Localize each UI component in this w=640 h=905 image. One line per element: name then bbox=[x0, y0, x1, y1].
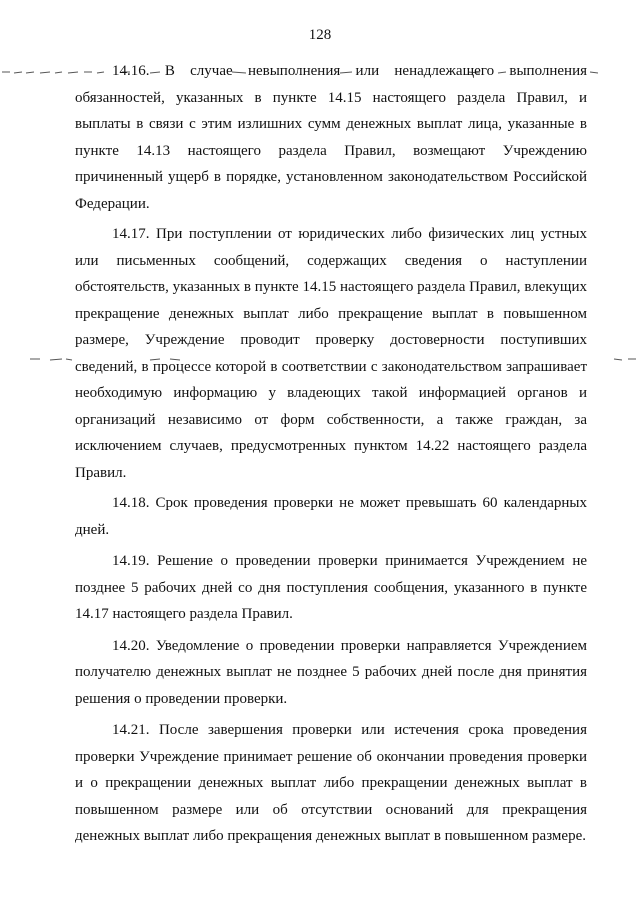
paragraph-14-18: 14.18. Срок проведения проверки не может превышать 60 календарных дней. bbox=[75, 495, 587, 538]
paragraph-14-16: 14.16. В случае невыполнения или ненадлежащего выполнения обязанностей, указанных в пункте 14.15 настоящего раздела Правил, и выплаты в связи с этим излишних сумм денежных выплат лица, указанные в пункте 14.13 настоящего раздела Правил, возмещают Учреждению причиненный ущерб в порядке, установленном законодательством Российской Федерации. bbox=[75, 63, 587, 212]
paragraph-14-17: 14.17. При поступлении от юридических либо физических лиц устных или письменных сообщений, содержащих сведения о наступлении обстоятельств, указанных в пункте 14.15 настоящего раздела Правил, влекущих прекращение денежных выплат либо прекращение выплат в повышенном размере, Учреждение проводит проверку достоверности поступивших сведений, в процессе которой в соответствии с законодательством запрашивает необходимую информацию у владеющих такой информацией органов и организаций независимо от форм собственности, а также граждан, за исключением случаев, предусмотренных пунктом 14.22 настоящего раздела Правил. bbox=[75, 226, 587, 481]
page-number: 128 bbox=[308, 27, 332, 43]
paragraph-14-21: 14.21. После завершения проверки или истечения срока проведения проверки Учреждение принимает решение об окончании проведения проверки и о прекращении денежных выплат либо прекращении денежных выплат в повышенном размере или об отсутствии оснований для прекращения денежных выплат либо прекращения денежных выплат в повышенном размере. bbox=[75, 722, 587, 844]
paragraph-14-19: 14.19. Решение о проведении проверки принимается Учреждением не позднее 5 рабочих дней со дня поступления сообщения, указанного в пункте 14.17 настоящего раздела Правил. bbox=[75, 553, 587, 622]
document-body bbox=[75, 58, 587, 850]
paragraph-14-20: 14.20. Уведомление о проведении проверки направляется Учреждением получателю денежных выплат не позднее 5 рабочих дней после дня принятия решения о проведении проверки. bbox=[75, 637, 587, 707]
